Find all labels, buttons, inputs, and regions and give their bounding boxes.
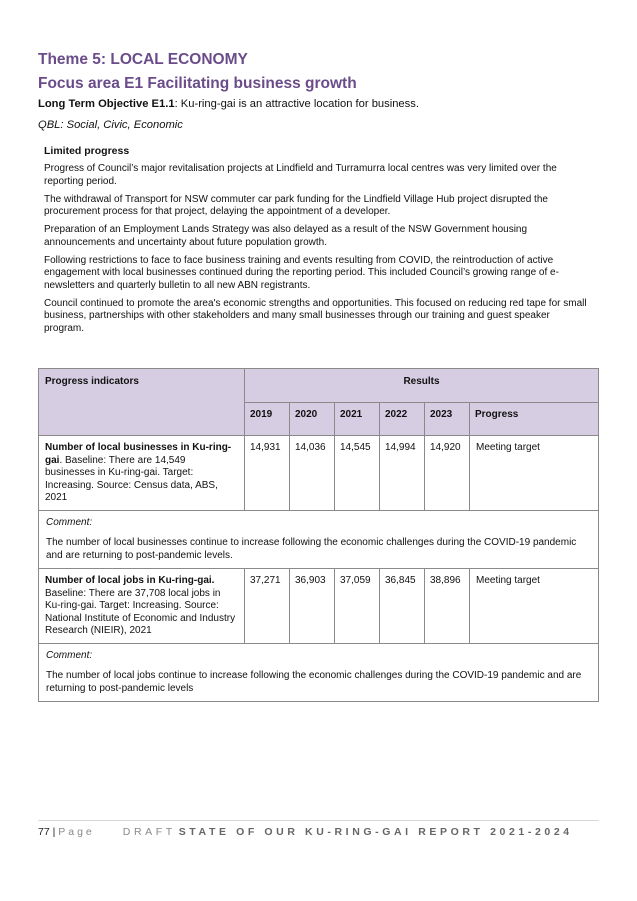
progress-indicators-table	[38, 368, 599, 702]
header-year: 2023	[425, 403, 470, 436]
progress-paragraph: The withdrawal of Transport for NSW commuter car park funding for the Lindfield Village Hub project disrupted the procurement process for that project, delaying the appointment of a developer.	[44, 193, 548, 218]
result-value: 36,845	[380, 569, 425, 644]
indicator-detail: . Baseline: There are 14,549 businesses in Ku-ring-gai. Target: Increasing. Source: Census data, ABS, 2021	[45, 454, 218, 503]
comment-cell	[39, 643, 599, 702]
progress-status: Meeting target	[470, 569, 599, 644]
result-value: 37,271	[245, 569, 290, 644]
result-value: 14,920	[425, 436, 470, 511]
result-value: 37,059	[335, 569, 380, 644]
objective-label: Long Term Objective E1.1	[38, 98, 175, 110]
header-progress: Progress	[470, 403, 599, 436]
page-number: 77	[38, 826, 50, 838]
comment-cell	[39, 510, 599, 569]
progress-paragraph: Council continued to promote the area's economic strengths and opportunities. This focused on reducing red tape for small business, partnerships with other stakeholders and many small businesses through our training and guest speaker program.	[44, 297, 587, 334]
result-value: 14,545	[335, 436, 380, 511]
progress-section	[44, 145, 592, 341]
comment-text: The number of local jobs continue to increase following the economic challenges during the COVID-19 pandemic and are returning to post-pandemic levels	[46, 670, 582, 694]
result-value: 36,903	[290, 569, 335, 644]
comment-label: Comment:	[46, 516, 93, 528]
footer-separator: |	[49, 826, 59, 838]
indicator-cell	[39, 569, 245, 644]
page-footer	[38, 820, 599, 838]
header-year: 2020	[290, 403, 335, 436]
progress-paragraph: Following restrictions to face to face business training and events resulting from COVID, the reintroduction of active engagement with local businesses continued during the reporting period. This included Council’s growing range of e-newsletters and quarterly bulletin to all new ABN registrants.	[44, 255, 559, 291]
header-year: 2022	[380, 403, 425, 436]
indicator-title: Number of local jobs in Ku-ring-gai.	[45, 575, 215, 586]
progress-paragraph: Progress of Council’s major revitalisation projects at Lindfield and Turramurra local centres was very limited over the reporting period.	[44, 163, 557, 187]
progress-status: Meeting target	[470, 436, 599, 511]
focus-area-heading: Focus area E1 Facilitating business growth	[38, 75, 357, 92]
header-year: 2021	[335, 403, 380, 436]
objective-text: : Ku-ring-gai is an attractive location for business.	[174, 98, 419, 110]
result-value: 14,036	[290, 436, 335, 511]
progress-section-title: Limited progress	[44, 145, 130, 157]
table-row	[39, 436, 599, 511]
comment-row	[39, 643, 599, 702]
page-label: Page	[58, 826, 95, 838]
result-value: 14,931	[245, 436, 290, 511]
comment-text: The number of local businesses continue to increase following the economic challenges during the COVID-19 pandemic and are returning to post-pandemic levels.	[46, 537, 577, 561]
result-value: 14,994	[380, 436, 425, 511]
draft-label: DRAFT	[122, 826, 176, 838]
long-term-objective	[38, 98, 419, 110]
report-title: STATE OF OUR KU-RING-GAI REPORT 2021-2024	[178, 826, 573, 838]
table-row	[39, 569, 599, 644]
theme-heading: Theme 5: LOCAL ECONOMY	[38, 51, 248, 68]
header-progress-indicators: Progress indicators	[39, 369, 245, 436]
comment-label: Comment:	[46, 649, 93, 661]
qbl-line: QBL: Social, Civic, Economic	[38, 119, 183, 131]
table-header-row	[39, 369, 599, 403]
header-results: Results	[245, 369, 599, 403]
indicator-cell	[39, 436, 245, 511]
header-year: 2019	[245, 403, 290, 436]
progress-paragraph: Preparation of an Employment Lands Strategy was also delayed as a result of the NSW Government housing announcements and uncertainty about future population growth.	[44, 224, 528, 248]
comment-row	[39, 510, 599, 569]
indicator-detail: Baseline: There are 37,708 local jobs in Ku-ring-gai. Target: Increasing. Source: National Institute of Economic and Industry Research (NIEIR), 2021	[45, 587, 236, 636]
indicator-title: Number of local businesses in Ku-ring-gai	[45, 442, 232, 466]
result-value: 38,896	[425, 569, 470, 644]
